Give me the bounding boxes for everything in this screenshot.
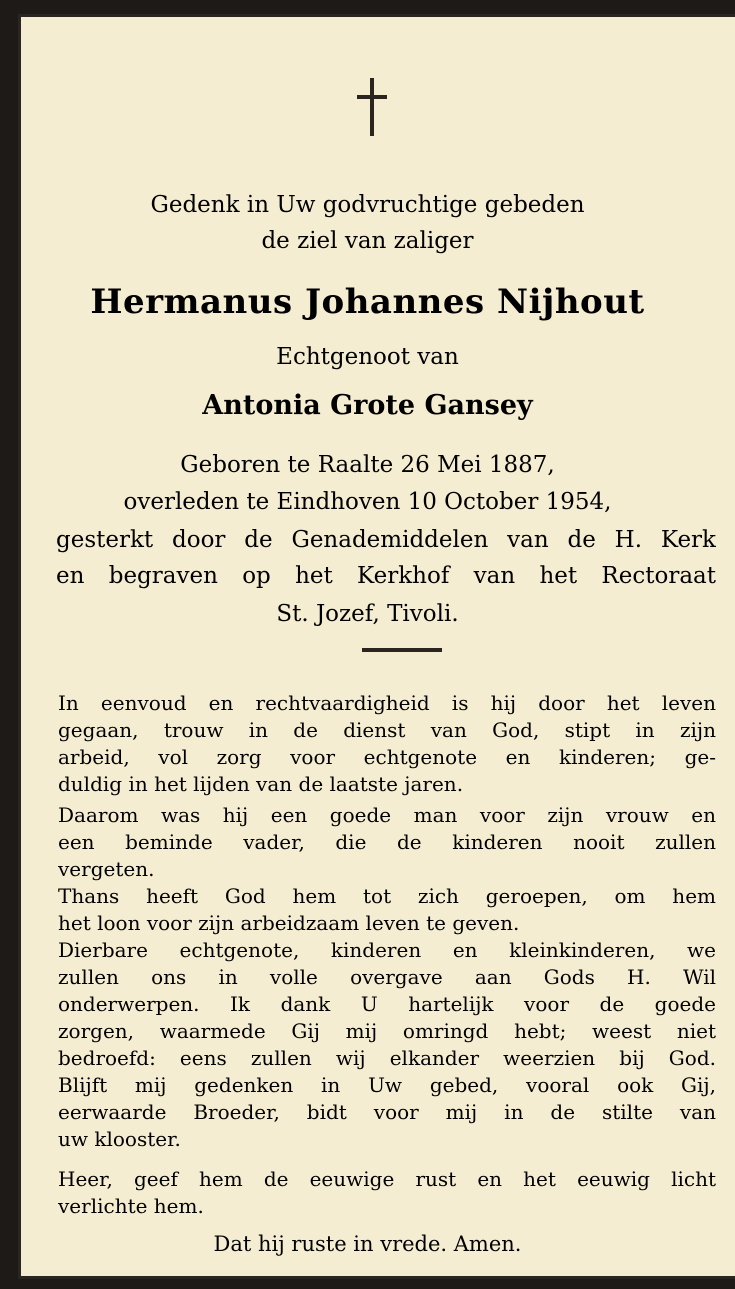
body-line: vergeten. bbox=[58, 857, 155, 881]
body-line: eerwaarde Broeder, bidt voor mij in de stilte van bbox=[58, 1100, 716, 1124]
rites-line-1: gesterkt door de Genademiddelen van de H. Kerk bbox=[56, 527, 716, 553]
body-line: arbeid, vol zorg voor echtgenote en kinderen; ge- bbox=[58, 745, 716, 769]
body-line: zullen ons in volle overgave aan Gods H. Wil bbox=[58, 965, 716, 989]
body-line: gegaan, trouw in de dienst van God, stipt in zijn bbox=[58, 718, 716, 742]
body-line: onderwerpen. Ik dank U hartelijk voor de goede bbox=[58, 992, 716, 1016]
cross-icon bbox=[357, 78, 387, 138]
body-line: Dierbare echtgenote, kinderen en kleinkinderen, we bbox=[58, 938, 716, 962]
intro-line-2: de ziel van zaliger bbox=[261, 228, 474, 254]
divider-line bbox=[362, 648, 442, 652]
death-line: overleden te Eindhoven 10 October 1954, bbox=[123, 489, 612, 515]
body-line: Daarom was hij een goede man voor zijn vrouw en bbox=[58, 803, 716, 827]
body-line: uw klooster. bbox=[58, 1127, 181, 1151]
body-line: duldig in het lijden van de laatste jaren. bbox=[58, 772, 464, 796]
closing-line: Dat hij ruste in vrede. Amen. bbox=[213, 1232, 522, 1256]
deceased-name: Hermanus Johannes Nijhout bbox=[90, 282, 645, 322]
body-line: Thans heeft God hem tot zich geroepen, om hem bbox=[58, 884, 716, 908]
body-line: het loon voor zijn arbeidzaam leven te geven. bbox=[58, 911, 520, 935]
rites-line-3: St. Jozef, Tivoli. bbox=[276, 601, 459, 627]
body-line: een beminde vader, die de kinderen nooit zullen bbox=[58, 830, 716, 854]
body-line: In eenvoud en rechtvaardigheid is hij door het leven bbox=[58, 691, 716, 715]
body-line: verlichte hem. bbox=[58, 1194, 204, 1218]
body-line: bedroefd: eens zullen wij elkander weerzien bij God. bbox=[58, 1046, 716, 1070]
body-line: Blijft mij gedenken in Uw gebed, vooral ook Gij, bbox=[58, 1073, 716, 1097]
rites-line-2: en begraven op het Kerkhof van het Rectoraat bbox=[56, 563, 716, 589]
spouse-intro: Echtgenoot van bbox=[276, 344, 459, 370]
birth-line: Geboren te Raalte 26 Mei 1887, bbox=[180, 452, 555, 478]
body-line: zorgen, waarmede Gij mij omringd hebt; weest niet bbox=[58, 1019, 716, 1043]
intro-line-1: Gedenk in Uw godvruchtige gebeden bbox=[150, 192, 585, 218]
spouse-name: Antonia Grote Gansey bbox=[202, 390, 533, 421]
body-line: Heer, geef hem de eeuwige rust en het eeuwig licht bbox=[58, 1167, 716, 1191]
